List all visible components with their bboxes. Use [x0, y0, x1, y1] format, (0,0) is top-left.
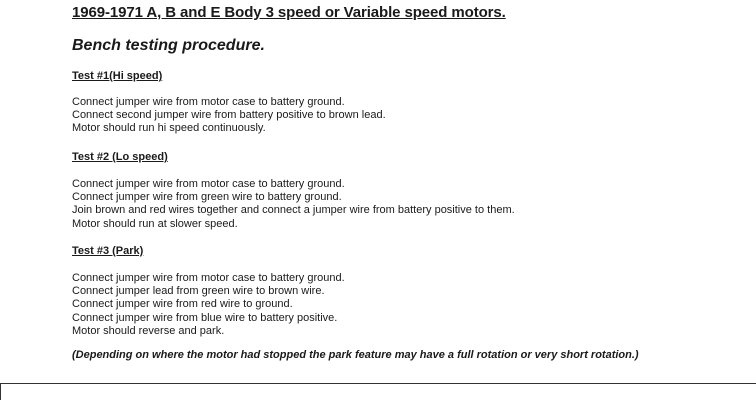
step-line: Connect jumper wire from motor case to battery ground.: [72, 178, 345, 190]
step-line: Connect jumper wire from red wire to ground.: [72, 298, 293, 311]
step-line: Connect jumper wire from green wire to battery ground.: [72, 191, 342, 204]
box-border-top: [0, 383, 756, 384]
step-line: Connect jumper lead from green wire to brown wire.: [72, 285, 325, 298]
box-border-left: [0, 383, 1, 400]
document-title: 1969-1971 A, B and E Body 3 speed or Variable speed motors.: [72, 4, 506, 21]
procedure-subtitle: Bench testing procedure.: [72, 37, 265, 54]
step-line: Join brown and red wires together and connect a jumper wire from battery positive to them.: [72, 204, 515, 217]
park-note: (Depending on where the motor had stopped the park feature may have a full rotation or very short rotation.): [72, 349, 639, 361]
test-2-heading: Test #2 (Lo speed): [72, 151, 168, 163]
step-line: Connect jumper wire from motor case to battery ground.: [72, 96, 345, 108]
step-line: Motor should reverse and park.: [72, 324, 225, 337]
test-3-steps: [72, 272, 345, 338]
step-line: Connect jumper wire from motor case to battery ground.: [72, 272, 345, 284]
step-line: Motor should run at slower speed.: [72, 217, 238, 230]
step-line: Connect second jumper wire from battery positive to brown lead.: [72, 109, 386, 122]
step-line: Connect jumper wire from blue wire to battery positive.: [72, 311, 338, 324]
test-1-heading: Test #1(Hi speed): [72, 70, 163, 82]
step-line: Motor should run hi speed continuously.: [72, 122, 266, 135]
test-2-steps: [72, 178, 515, 231]
test-3-heading: Test #3 (Park): [72, 245, 144, 257]
test-1-steps: [72, 96, 386, 136]
